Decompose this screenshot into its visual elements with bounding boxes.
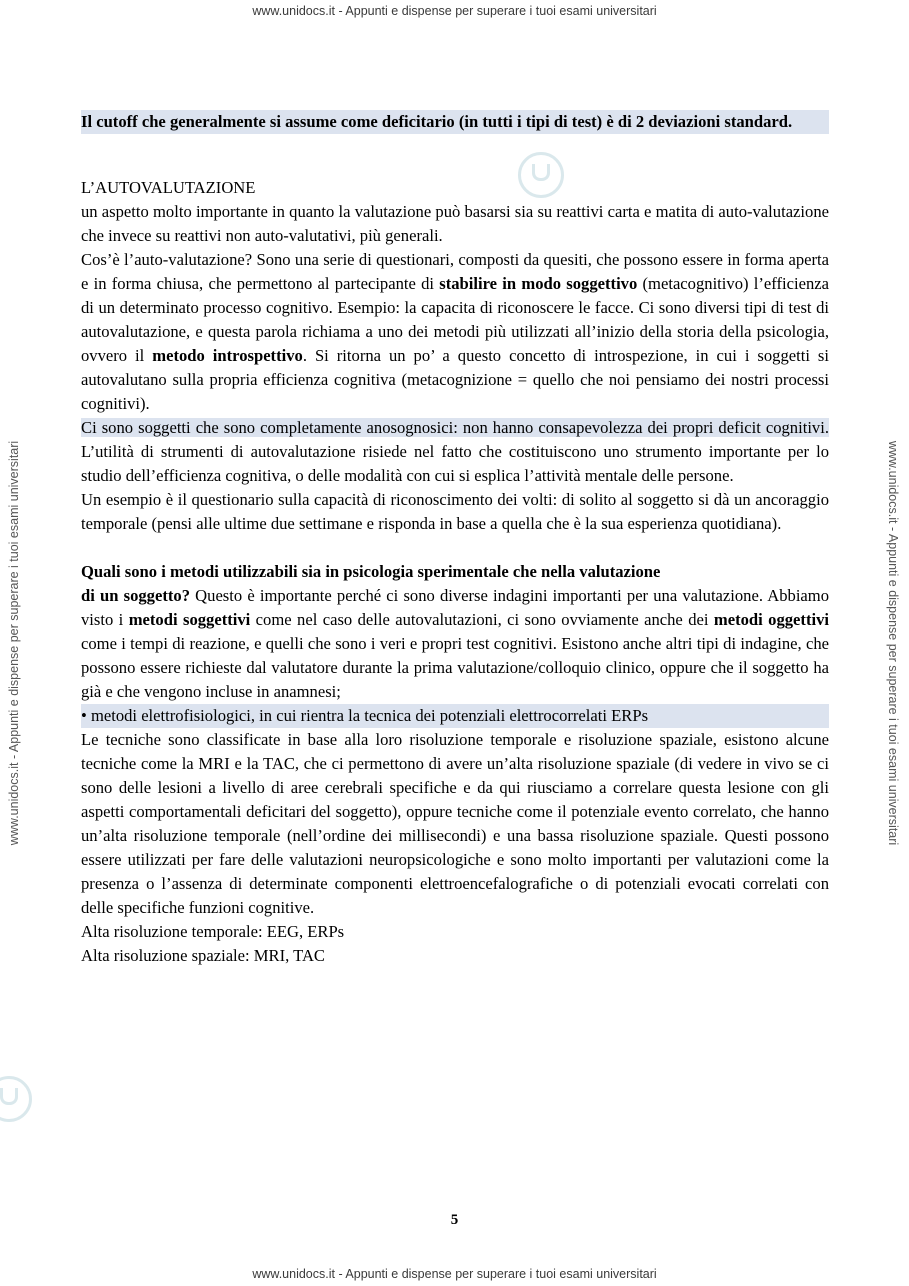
footer-watermark: www.unidocs.it - Appunti e dispense per superare i tuoi esami universitari [252,1267,657,1281]
cutoff-paragraph: Il cutoff che generalmente si assume come deficitario (in tutti i tipi di test) è di 2 deviazioni standard. [81,110,829,134]
paragraph-techniques: Le tecniche sono classificate in base alla loro risoluzione temporale e risoluzione spaziale, esistono alcune tecniche come la MRI e la TAC, che ci permettono di avere un’alta risoluzione spaziale (di vedere in vivo se ci sono delle lesioni a livello di aree cerebrali specifiche e da qui riusciamo a correlare questa lesione con gli aspetti comportamentali deficitari del soggetto), oppure tecniche come il potenziale evento correlato, che hanno un’alta risoluzione temporale (nell’ordine dei millisecondi) e una bassa risoluzione spaziale. Questi possono essere utilizzati per fare delle valutazioni neuropsicologiche e sono molto importanti per valutazioni come la presenza o l’assenza di determinate componenti elettroencefalografiche o di potenziali evocati correlati con delle specifiche funzioni cognitive. [81,730,829,917]
paragraph-example: Un esempio è il questionario sulla capacità di riconoscimento dei volti: di solito al soggetto si dà un ancoraggio temporale (pensi alle ultime due settimane e risponda in base a quella che è la sua esperienza quotidiana). [81,490,829,533]
paragraph-anosognosia: Ci sono soggetti che sono completamente anosognosici: non hanno consapevolezza dei propri deficit cognitivi. L’utilità di strumenti di autovalutazione risiede nel fatto che costituiscono uno strumento importante per lo studio dell’efficienza cognitiva, o delle modalità con cui si esplica l’attività mentale delle persone. [81,418,829,485]
line-spatial: Alta risoluzione spaziale: MRI, TAC [81,946,325,965]
watermark-logo-icon [0,1076,32,1122]
side-watermark-left: www.unidocs.it - Appunti e dispense per superare i tuoi esami universitari [7,440,21,846]
bullet-item: • metodi elettrofisiologici, in cui rientra la tecnica dei potenziali elettrocorrelati ERPs [81,704,829,728]
paragraph-methods: Quali sono i metodi utilizzabili sia in psicologia sperimentale che nella valutazione di un soggetto? Questo è importante perché ci sono diverse indagini importanti per una valutazione. Abbiamo visto i metodi soggettivi come nel caso delle autovalutazioni, ci sono ovviamente anche dei metodi oggettivi come i tempi di reazione, e quelli che sono i veri e propri test cognitivi. Esistono anche altri tipi di indagine, che possono essere richieste dal valutatore durante la prima valutazione/colloquio clinico, oppure che il soggetto ha già e che vengono incluse in anamnesi; [81,562,830,701]
paragraph-intro: un aspetto molto importante in quanto la valutazione può basarsi sia su reattivi carta e matita di auto-valutazione che invece su reattivi non auto-valutativi, più generali. [81,202,829,245]
section-title: L’AUTOVALUTAZIONE [81,178,256,197]
page-number: 5 [450,1212,459,1228]
side-watermark-right: www.unidocs.it - Appunti e dispense per superare i tuoi esami universitari [886,440,900,846]
line-temporal: Alta risoluzione temporale: EEG, ERPs [81,922,345,941]
header-watermark: www.unidocs.it - Appunti e dispense per superare i tuoi esami universitari [252,4,657,18]
paragraph-autovalutazione: Cos’è l’auto-valutazione? Sono una serie di questionari, composti da quesiti, che possono essere in forma aperta e in forma chiusa, che permettono al partecipante di stabilire in modo soggettivo (metacognitivo) l’efficienza di un determinato processo cognitivo. Esempio: la capacita di riconoscere le facce. Ci sono diversi tipi di test di autovalutazione, e questa parola richiama a uno dei metodi più utilizzati all’inizio della storia della psicologia, ovvero il metodo introspettivo. Si ritorna un po’ a questo concetto di introspezione, in cui i soggetti si autovalutano sulla propria efficienza cognitiva (metacognizione = quello che noi pensiamo dei nostri processi cognitivi). [81,250,830,413]
document-body [81,110,829,968]
